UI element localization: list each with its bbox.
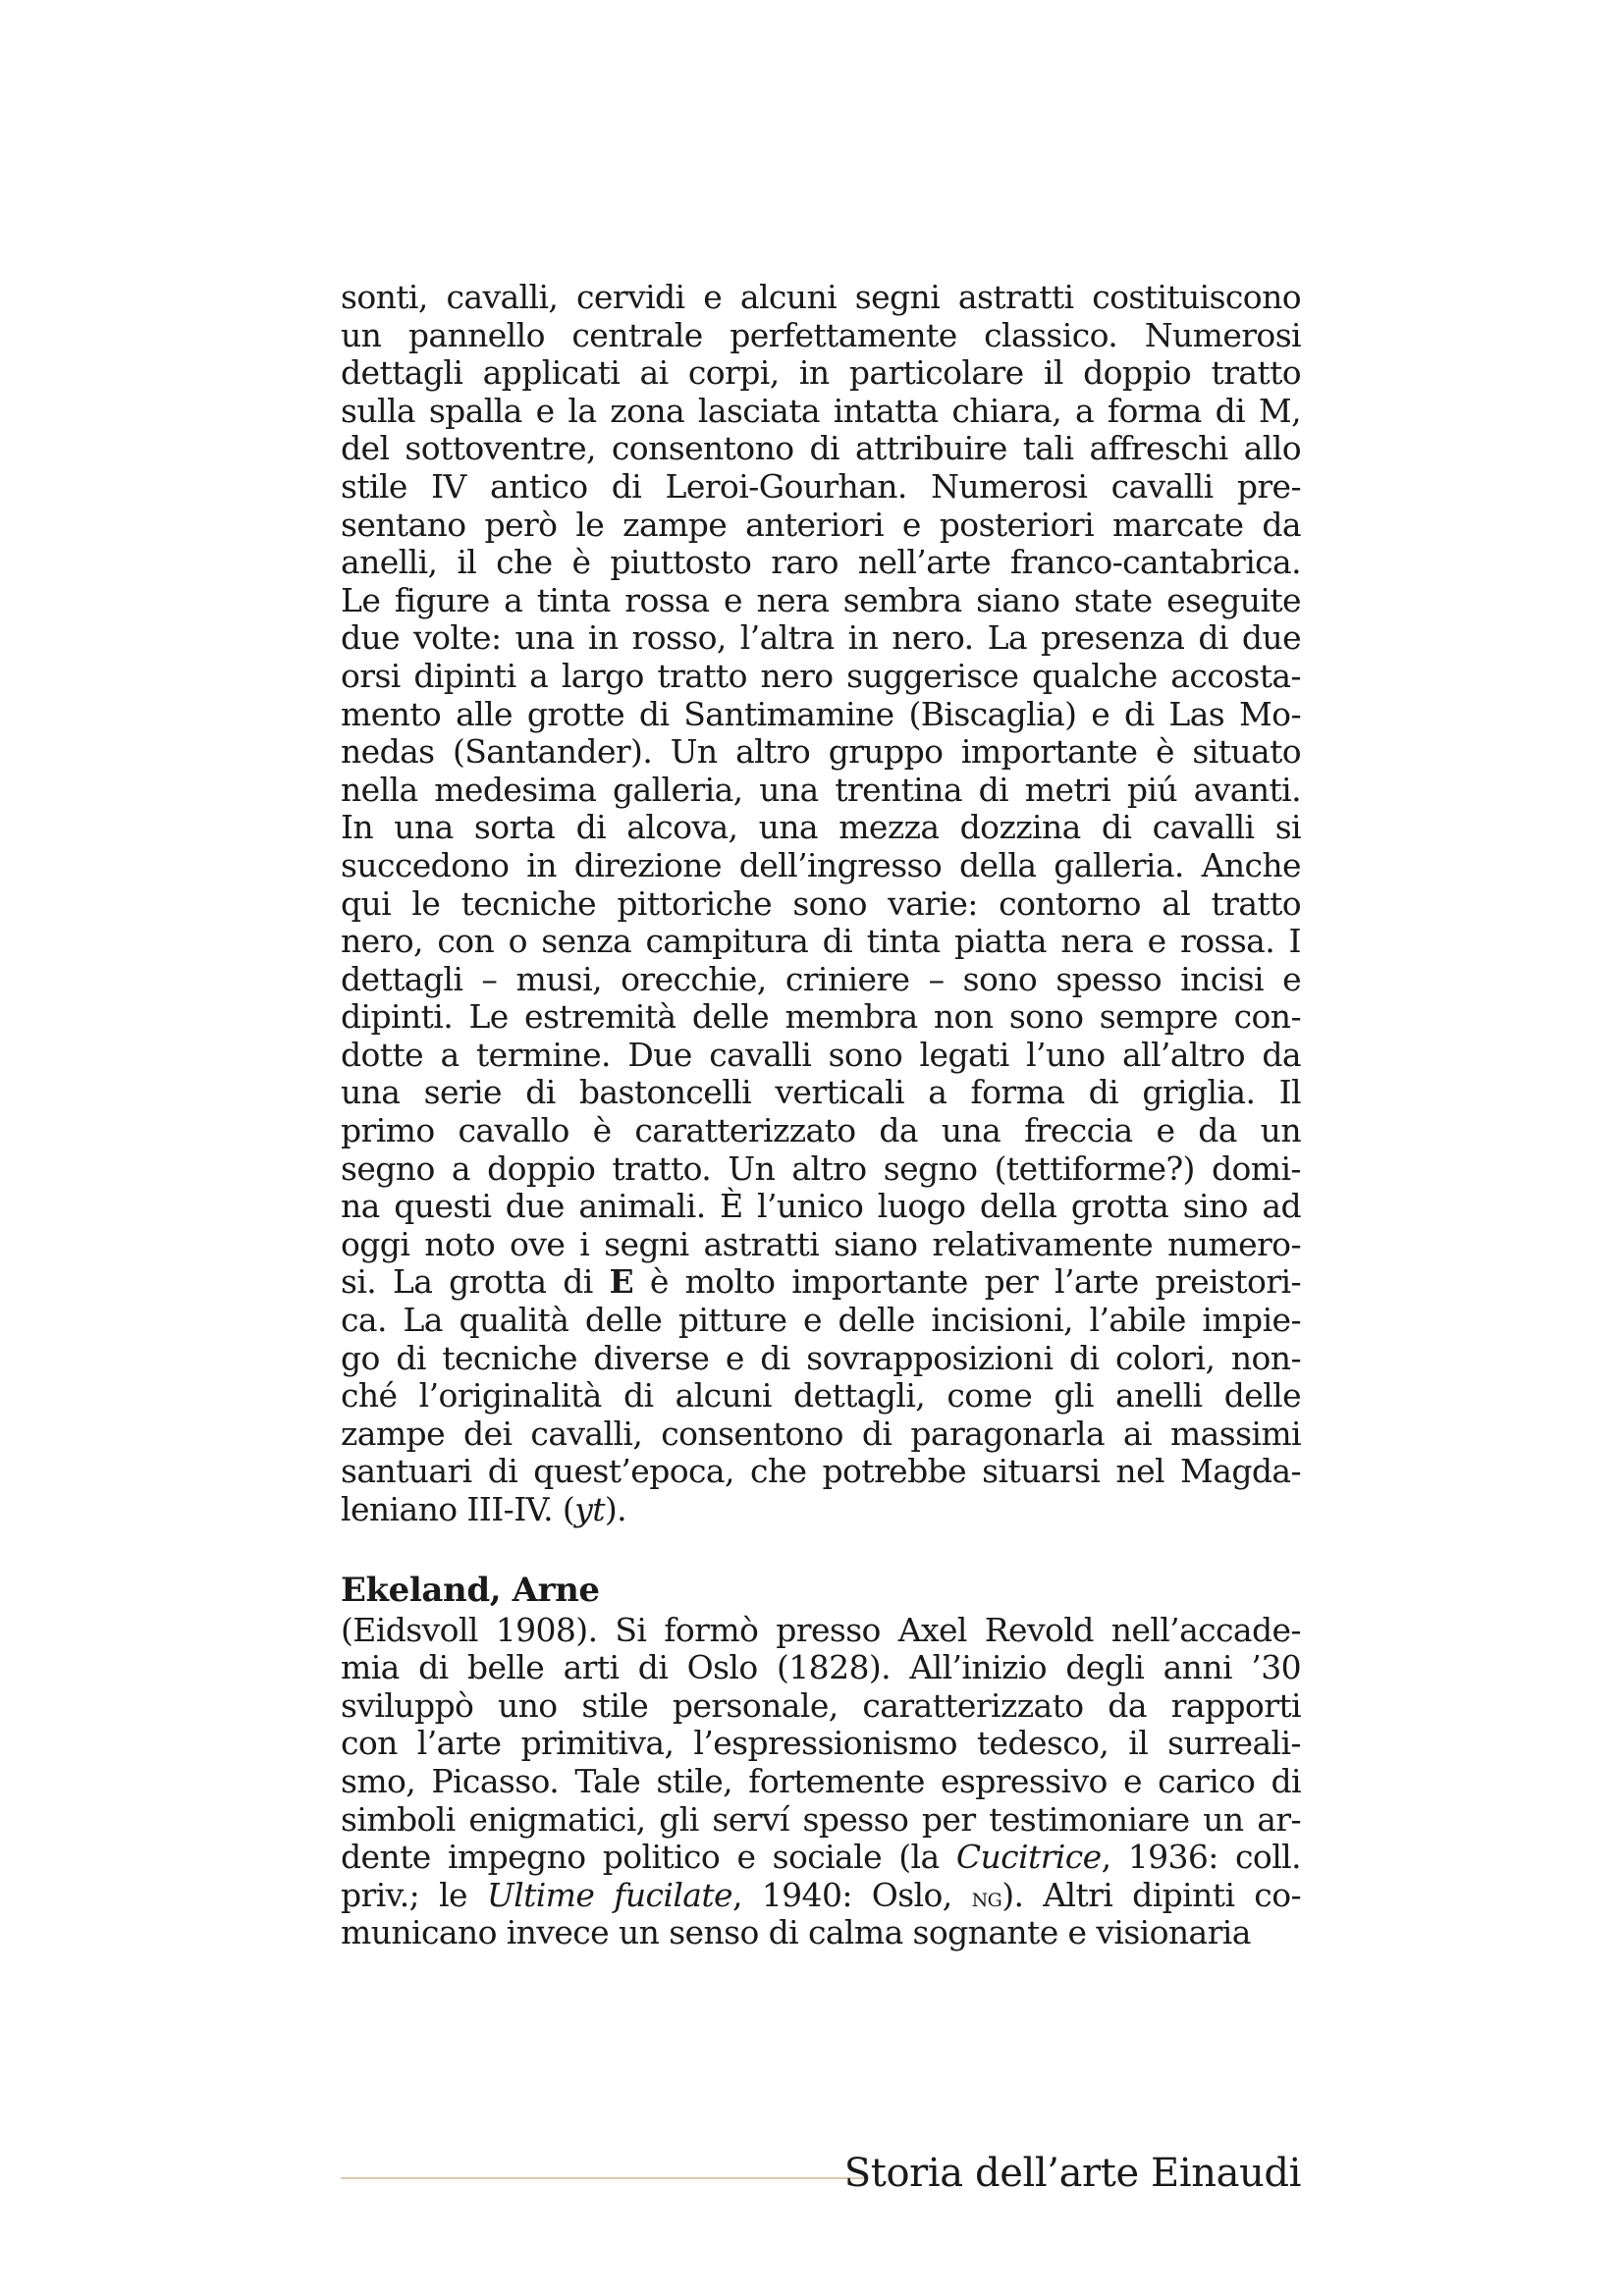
entry-body-line: municano invece un senso di calma sognante e visionaria	[341, 1913, 1251, 1952]
previous-entry-line: un pannello centrale perfettamente classico. Numerosi	[341, 315, 1301, 354]
footer-divider	[341, 2177, 866, 2179]
previous-entry-line: orsi dipinti a largo tratto nero suggerisce qualche accosta-	[341, 656, 1301, 695]
previous-entry-line: una serie di bastoncelli verticali a forma di griglia. Il	[341, 1073, 1301, 1112]
previous-entry-line: anelli, il che è piuttosto raro nell’arte franco-cantabrica.	[341, 543, 1301, 582]
previous-entry-line: nedas (Santander). Un altro gruppo importante è situato	[341, 732, 1301, 772]
previous-entry-line: mento alle grotte di Santimamine (Biscaglia) e di Las Mo-	[341, 694, 1301, 733]
previous-entry-line: leniano III-IV. (yt).	[341, 1490, 627, 1528]
previous-entry-line: santuari di quest’epoca, che potrebbe situarsi nel Magda-	[341, 1452, 1301, 1491]
bold-reference: E	[609, 1262, 634, 1302]
previous-entry-line: dettagli applicati ai corpi, in particolare il doppio tratto	[341, 353, 1301, 393]
previous-entry-line: ché l’originalità di alcuni dettagli, come gli anelli delle	[341, 1376, 1301, 1415]
previous-entry-line: stile IV antico di Leroi-Gourhan. Numerosi cavalli pre-	[341, 466, 1301, 506]
previous-entry-line: sonti, cavalli, cervidi e alcuni segni astratti costituiscono	[341, 278, 1301, 316]
entry-body-line: priv.; le Ultime fucilate, 1940: Oslo, ng). Altri dipinti co-	[341, 1875, 1302, 1914]
entry-body-text	[341, 1612, 1301, 1952]
footer-title: Storia dell’arte Einaudi	[843, 2151, 1301, 2196]
museum-abbreviation: ng	[971, 1882, 1002, 1913]
previous-entry-line: go di tecniche diverse e di sovrapposizioni di colori, non-	[341, 1338, 1301, 1377]
previous-entry-line: sulla spalla e la zona lasciata intatta chiara, a forma di M,	[341, 391, 1301, 430]
previous-entry-line: qui le tecniche pittoriche sono varie: contorno al tratto	[341, 883, 1301, 923]
previous-entry-line: del sottoventre, consentono di attribuire tali affreschi allo	[341, 429, 1301, 468]
previous-entry-line: ca. La qualità delle pitture e delle incisioni, l’abile impie-	[341, 1301, 1301, 1340]
previous-entry-line: Le figure a tinta rossa e nera sembra siano state eseguite	[341, 580, 1301, 619]
previous-entry-line: zampe dei cavalli, consentono di paragonarla ai massimi	[341, 1414, 1301, 1453]
italic-text: Cucitrice	[955, 1838, 1102, 1877]
entry-body-line: smo, Picasso. Tale stile, fortemente espressivo e carico di	[341, 1761, 1301, 1800]
previous-entry-line: dettagli – musi, orecchie, criniere – sono spesso incisi e	[341, 959, 1301, 998]
previous-entry-line: due volte: una in rosso, l’altra in nero. La presenza di due	[341, 618, 1301, 658]
previous-entry-line: na questi due animali. È l’unico luogo della grotta sino ad	[341, 1187, 1301, 1226]
previous-entry-line: dipinti. Le estremità delle membra non sono sempre con-	[341, 997, 1301, 1037]
previous-entry-line: sentano però le zampe anteriori e posteriori marcate da	[341, 505, 1301, 544]
previous-entry-text	[341, 279, 1301, 1529]
entry-body-line: sviluppò uno stile personale, caratterizzato da rapporti	[341, 1685, 1301, 1725]
entry-body-line: con l’arte primitiva, l’espressionismo tedesco, il surreali-	[341, 1724, 1301, 1763]
previous-entry-line: oggi noto ove i segni astratti siano relativamente numero-	[341, 1224, 1301, 1263]
previous-entry-line: primo cavallo è caratterizzato da una freccia e da un	[341, 1111, 1301, 1150]
entry-body-line: (Eidsvoll 1908). Si formò presso Axel Revold nell’accade-	[341, 1610, 1301, 1649]
previous-entry-line: In una sorta di alcova, una mezza dozzina di cavalli si	[341, 808, 1301, 847]
italic-text: Ultime fucilate	[486, 1875, 732, 1914]
entry-title: Ekeland, Arne	[341, 1570, 600, 1610]
previous-entry-line: nero, con o senza campitura di tinta piatta nera e rossa. I	[341, 922, 1301, 961]
entry-body-line: simboli enigmatici, gli serví spesso per testimoniare un ar-	[341, 1799, 1301, 1839]
text-column	[341, 279, 1301, 1952]
previous-entry-line: dotte a termine. Due cavalli sono legati l’uno all’altro da	[341, 1035, 1301, 1074]
entry-body-line: dente impegno politico e sociale (la Cucitrice, 1936: coll.	[341, 1838, 1301, 1877]
entry-body-line: mia di belle arti di Oslo (1828). All’inizio degli anni ’30	[341, 1648, 1301, 1687]
previous-entry-line: segno a doppio tratto. Un altro segno (tettiforme?) domi-	[341, 1148, 1301, 1188]
italic-text: yt	[574, 1490, 605, 1528]
previous-entry-line: succedono in direzione dell’ingresso della galleria. Anche	[341, 845, 1301, 884]
previous-entry-line: si. La grotta di E è molto importante per l’arte preistori-	[341, 1262, 1301, 1302]
previous-entry-line: nella medesima galleria, una trentina di metri piú avanti.	[341, 770, 1301, 809]
